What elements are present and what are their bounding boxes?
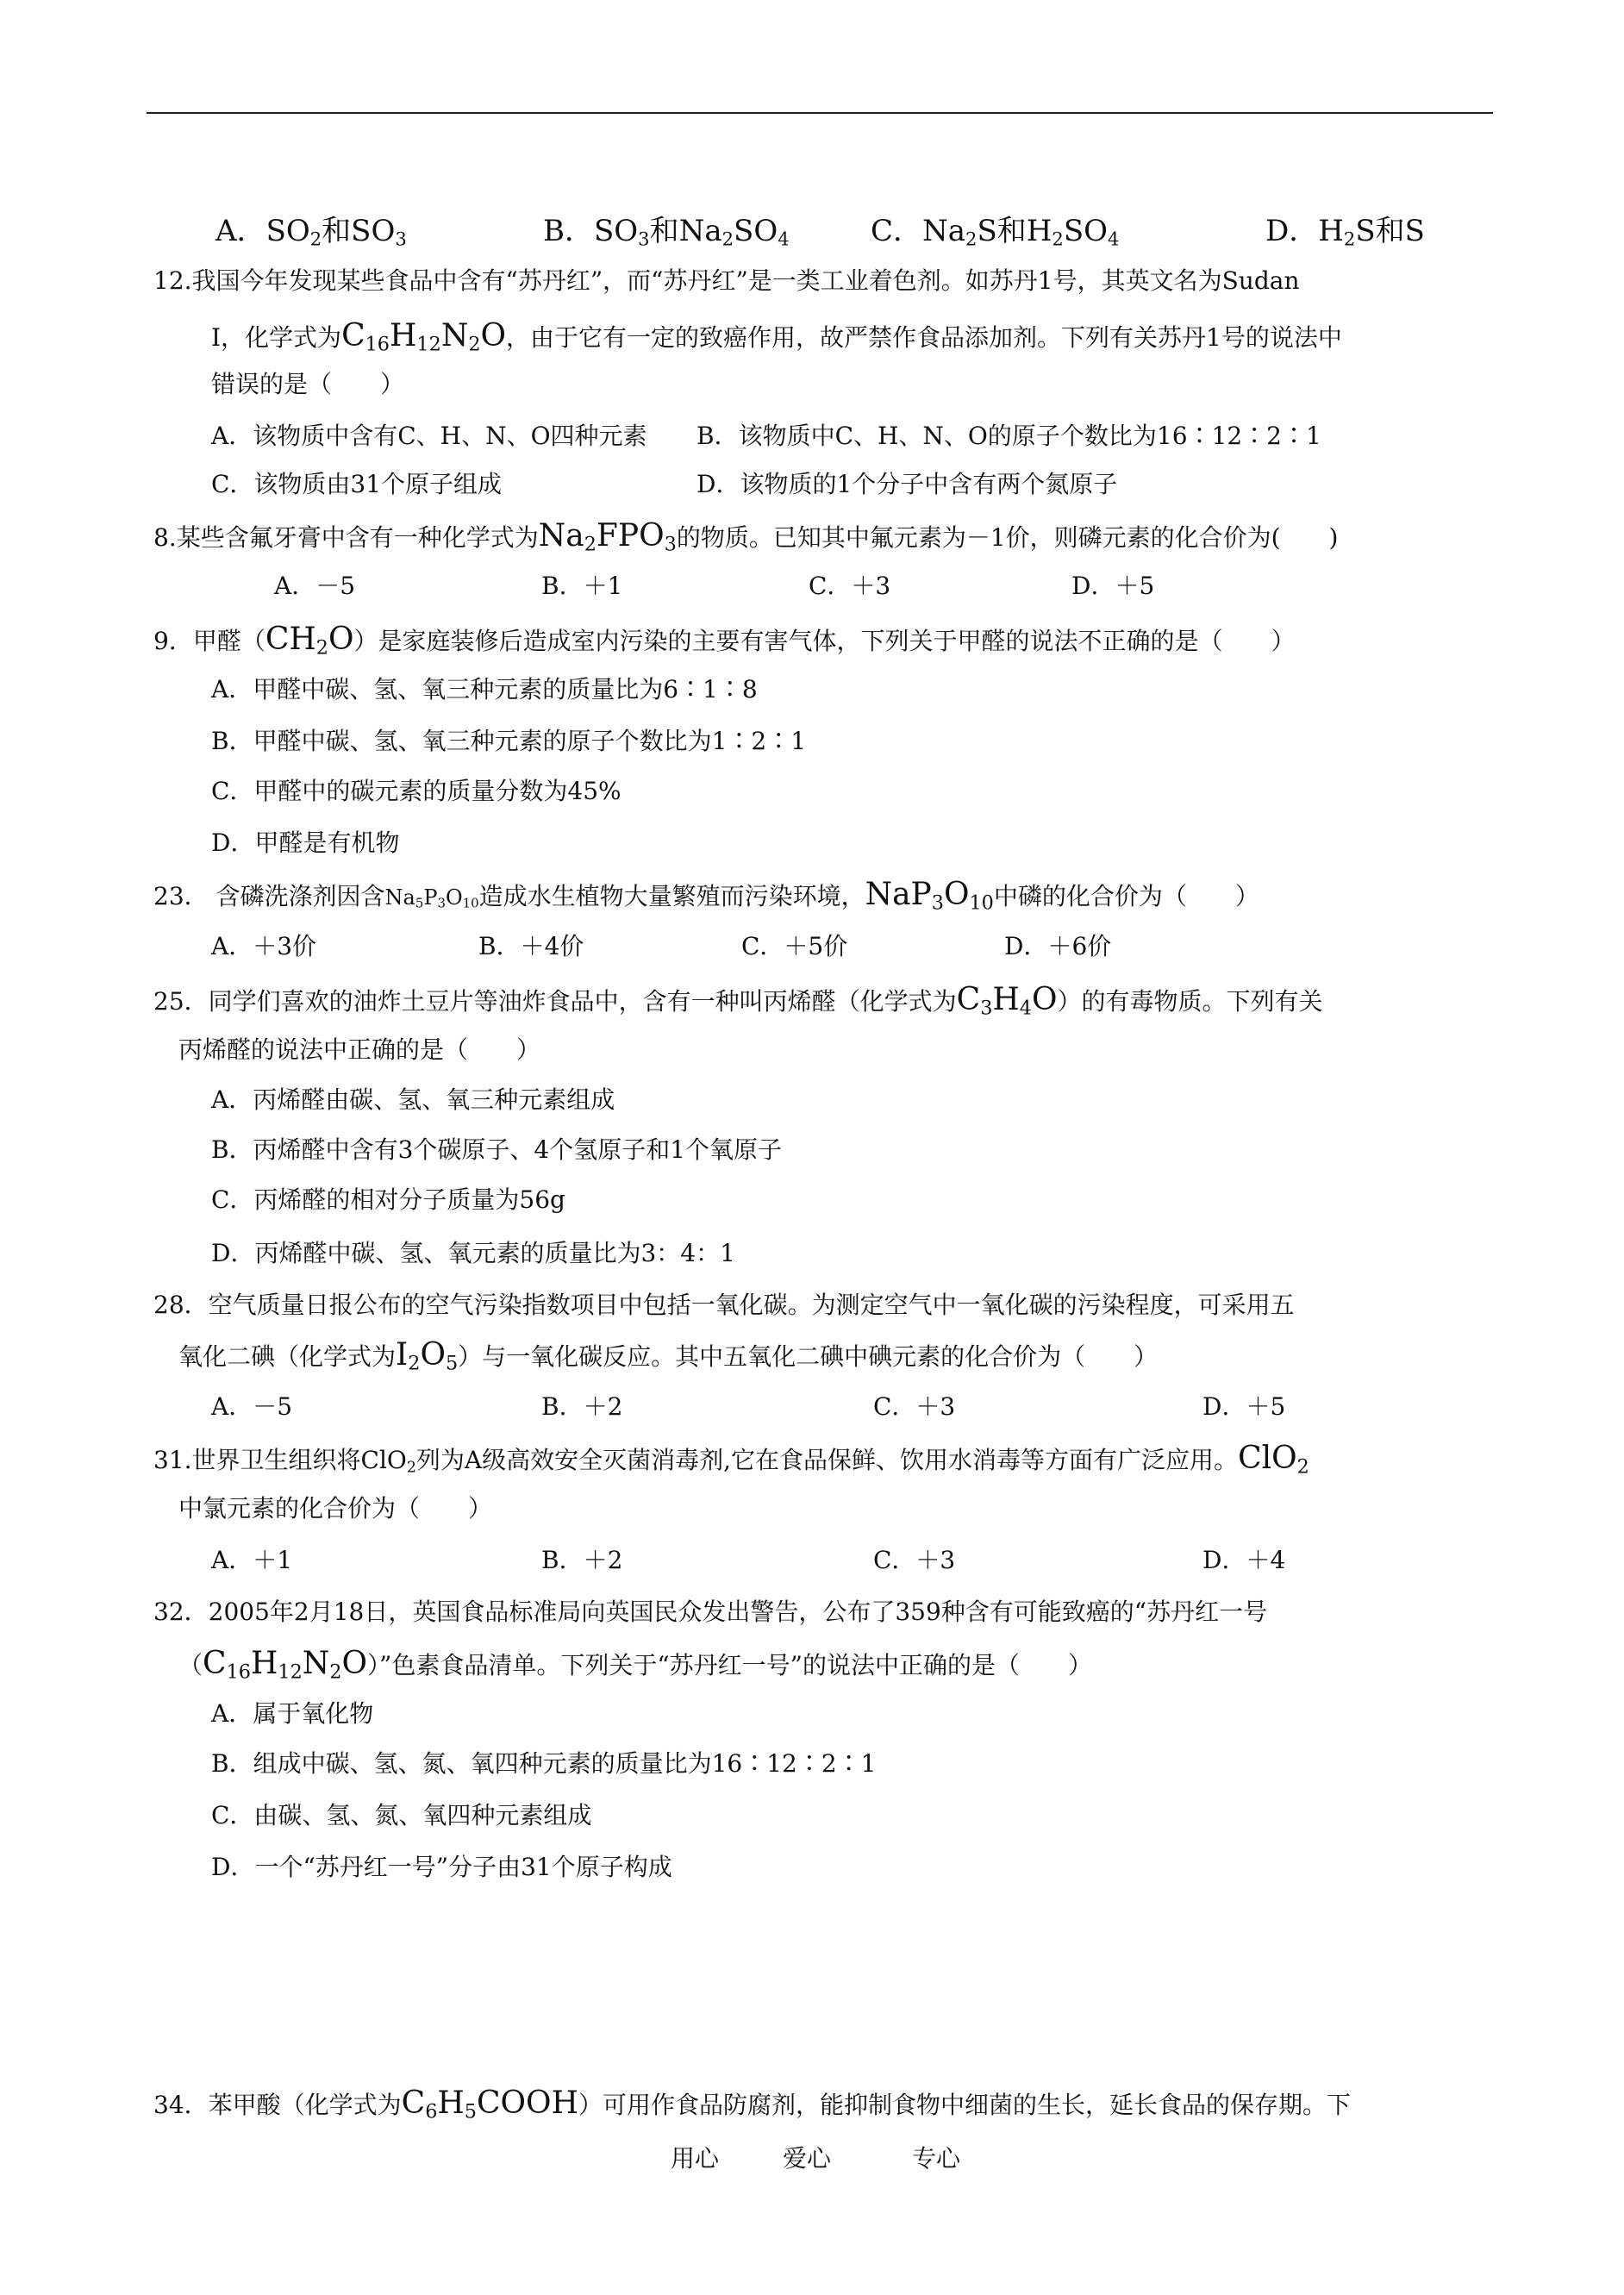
q28-line1: 28．空气质量日报公布的空气污染指数项目中包括一氧化碳。为测定空气中一氧化碳的污染程度，可采用五: [153, 1291, 1295, 1319]
q28-option-b: B．＋2: [541, 1392, 623, 1421]
q28-option-d: D．＋5: [1202, 1392, 1286, 1421]
q25-option-a: A．丙烯醛由碳、氢、氧三种元素组成: [211, 1085, 615, 1114]
q12-option-d: D．该物质的1个分子中含有两个氮原子: [696, 470, 1118, 498]
q31-line2: 中氯元素的化合价为（ ）: [178, 1494, 493, 1523]
q31-option-c: C．＋3: [873, 1546, 956, 1574]
q32-line1: 32．2005年2月18日，英国食品标准局向英国民众发出警告，公布了359种含有可能致癌的“苏丹红一号: [153, 1598, 1268, 1626]
q32-option-a: A．属于氧化物: [211, 1699, 374, 1728]
q8-line1: 8.某些含氟牙膏中含有一种化学式为$Na_2FPO_3$的物质。已知其中氟元素为－1价，则磷元素的化合价为( ): [153, 518, 1339, 556]
q23-line1: 23． 含磷洗涤剂因含$Na_5P_3O_{10}$造成水生植物大量繁殖而污染环境，$NaP_3O_{10}$中磷的化合价为（ ）: [153, 877, 1259, 915]
formula-ch2o: $CH_2O$: [265, 622, 354, 660]
q12-option-c: C．该物质由31个原子组成: [211, 470, 503, 498]
formula-sudan: $C_{16}H_{12}N_2O$: [341, 318, 507, 356]
q32-line2: $(C_{16}H_{12}N_2O)$”色素食品清单。下列关于“苏丹红一号”的说法中正确的是（ ）: [178, 1646, 1092, 1684]
q25-line1: 25．同学们喜欢的油炸土豆片等油炸食品中，含有一种叫丙烯醛（化学式为$C_3H_4O$）的有毒物质。下列有关: [153, 982, 1323, 1020]
q32-option-d: D．一个“苏丹红一号”分子由31个原子构成: [211, 1853, 672, 1881]
q23-option-d: D．＋6价: [1004, 932, 1112, 960]
q8-option-b: B．＋1: [541, 572, 623, 600]
q12-line3: 错误的是（ ）: [211, 370, 405, 398]
formula-na5p3o10: $Na_5P_3O_{10}$: [384, 885, 479, 911]
q8-option-d: D．＋5: [1071, 572, 1155, 600]
formula-sudan-one: $C_{16}H_{12}N_2O$: [203, 1646, 367, 1684]
q8-option-c: C．＋3: [809, 572, 891, 600]
q32-option-c: C．由碳、氢、氮、氧四种元素组成: [211, 1801, 592, 1829]
q32-option-b: B．组成中碳、氢、氮、氧四种元素的质量比为16∶12∶2∶1: [211, 1749, 877, 1778]
q12-option-a: A．该物质中含有C、H、N、O四种元素: [211, 422, 647, 450]
formula-i2o5: $I_2O_5$: [396, 1337, 459, 1375]
formula-c3h4o: $C_3H_4O$: [956, 982, 1058, 1020]
header-rule: [147, 112, 1493, 114]
q28-option-a: A．－5: [211, 1392, 293, 1421]
q25-line2: 丙烯醛的说法中正确的是（ ）: [178, 1035, 541, 1064]
q9-option-a: A．甲醛中碳、氢、氧三种元素的质量比为6∶1∶8: [211, 675, 758, 704]
q12-option-b: B．该物质中C、H、N、O的原子个数比为16∶12∶2∶1: [696, 422, 1321, 450]
formula-na2fpo3: $Na_2FPO_3$: [538, 518, 677, 556]
q25-option-c: C．丙烯醛的相对分子质量为56g: [211, 1185, 565, 1214]
q9-option-b: B．甲醛中碳、氢、氧三种元素的原子个数比为1∶2∶1: [211, 727, 807, 755]
q9-option-d: D．甲醛是有机物: [211, 829, 400, 857]
q11-option-c: C．$Na_2S$和$H_2SO_4$: [871, 214, 1120, 250]
q11-option-b: B．$SO_3$和$Na_2SO_4$: [543, 214, 790, 250]
q28-option-c: C．＋3: [873, 1392, 956, 1421]
q11-option-a: A．$SO_2$和$SO_3$: [215, 214, 407, 250]
q9-option-c: C．甲醛中的碳元素的质量分数为45%: [211, 777, 621, 805]
q23-option-a: A．＋3价: [211, 932, 317, 960]
q11-option-d: D．$H_2S$和S: [1265, 214, 1425, 250]
q34-line1: 34．苯甲酸（化学式为$C_6H_5COOH$）可用作食品防腐剂，能抑制食物中细菌的生长，延长食品的保存期。下: [153, 2086, 1351, 2123]
q11-options: [215, 212, 1508, 250]
formula-clo2: ClO$_2$: [1238, 1441, 1309, 1479]
footer-text-1: 用心: [671, 2144, 720, 2173]
footer-text-2: 爱心: [783, 2144, 832, 2173]
formula-clo2-small: ClO$_2$: [360, 1446, 416, 1477]
q12-line2: I，化学式为$C_{16}H_{12}N_2O$，由于它有一定的致癌作用，故严禁作食品添加剂。下列有关苏丹1号的说法中: [211, 318, 1342, 356]
q8-option-a: A．－5: [274, 572, 356, 600]
q31-line1: 31.世界卫生组织将ClO$_2$列为A级高效安全灭菌消毒剂,它在食品保鲜、饮用水消毒等方面有广泛应用。ClO$_2$: [153, 1441, 1309, 1479]
q25-option-d: D．丙烯醛中碳、氢、氧元素的质量比为3：4：1: [211, 1239, 735, 1267]
q31-option-d: D．＋4: [1202, 1546, 1286, 1574]
q28-line2: 氧化二碘（化学式为$I_2O_5$）与一氧化碳反应。其中五氧化二碘中碘元素的化合价为（ ）: [178, 1337, 1159, 1375]
q23-option-b: B．＋4价: [478, 932, 584, 960]
q23-option-c: C．＋5价: [741, 932, 848, 960]
q25-option-b: B．丙烯醛中含有3个碳原子、4个氢原子和1个氧原子: [211, 1135, 783, 1164]
q12-line1: 12.我国今年发现某些食品中含有“苏丹红”，而“苏丹红”是一类工业着色剂。如苏丹1号，其英文名为Sudan: [153, 266, 1300, 295]
q31-option-a: A．＋1: [211, 1546, 293, 1574]
q9-line1: 9．甲醛$(CH_2O)$是家庭装修后造成室内污染的主要有害气体，下列关于甲醛的说法不正确的是（ ）: [153, 622, 1296, 660]
formula-nap3o10: $NaP_3O_{10}$: [865, 877, 994, 915]
formula-c6h5cooh: $C_6H_5COOH$: [401, 2086, 578, 2123]
footer-text-3: 专心: [912, 2144, 961, 2173]
q31-option-b: B．＋2: [541, 1546, 623, 1574]
